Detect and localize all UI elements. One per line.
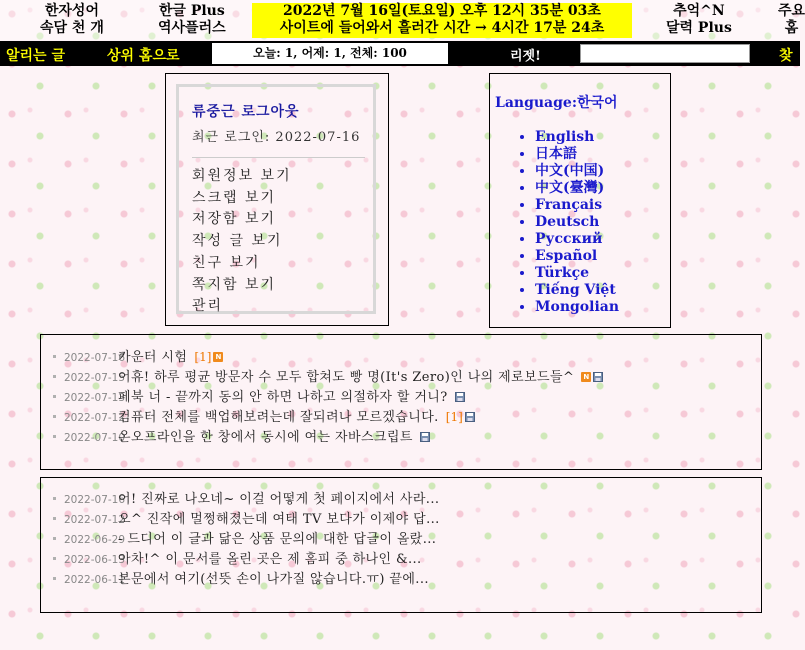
comment-title[interactable]: - 드디어 이 글과 닮은 상품 문의에 대한 답글이 올랐... — [118, 532, 437, 547]
recent-posts-panel — [40, 334, 762, 470]
list-item — [53, 366, 761, 386]
nav-item-home[interactable]: 홈 — [784, 20, 799, 36]
post-date: 2022-07-13 — [64, 392, 126, 404]
list-item — [53, 568, 761, 588]
lang-vietnamese[interactable]: • Tiếng Việt — [535, 282, 670, 299]
new-icon: N — [213, 352, 223, 362]
save-icon — [455, 392, 465, 402]
top-nav — [0, 0, 805, 40]
last-login: 최근 로그인: 2022-07-16 — [192, 130, 361, 145]
comment-count: [1] — [194, 350, 212, 364]
lang-mongolian[interactable]: • Mongolian — [535, 299, 670, 316]
bullet-icon — [53, 557, 56, 560]
bullet-icon — [53, 517, 56, 520]
list-item — [53, 508, 761, 528]
member-menu — [192, 166, 373, 318]
lang-french[interactable]: • Français — [535, 197, 670, 214]
lang-turkish[interactable]: • Türkçe — [535, 265, 670, 282]
post-date: 2022-07-16 — [64, 352, 126, 364]
comment-date: 2022-06-11 — [64, 574, 126, 586]
nav-item-idioms[interactable]: 한자성어 — [44, 3, 99, 19]
elapsed-time: 사이트에 들어와서 흘러간 시간 → 4시간 17분 24초 — [279, 20, 605, 36]
nav-idiom-proverb[interactable] — [40, 3, 104, 37]
bullet-icon — [53, 537, 56, 540]
save-icon — [420, 432, 430, 442]
nav-item-history-plus[interactable]: 역사플러스 — [158, 20, 226, 36]
clock-panel — [252, 3, 632, 38]
post-date: 2022-07-15 — [64, 372, 126, 384]
lang-spanish[interactable]: • Español — [535, 248, 670, 265]
bullet-icon — [53, 435, 56, 438]
logout-link[interactable]: 류중근 로그아웃 — [192, 104, 300, 120]
menu-friends[interactable]: 친구 보기 — [192, 254, 261, 271]
comment-date: 2022-06-29 — [64, 534, 126, 546]
comment-title[interactable]: 본문에서 여기(선뜻 손이 나가질 않습니다.ㅠ) 끝에... — [118, 572, 429, 587]
nav-item-hangul-plus[interactable]: 한글 Plus — [158, 3, 225, 19]
nav-main-home[interactable] — [778, 3, 805, 37]
nav-item-main[interactable]: 주요 — [778, 3, 805, 19]
post-title[interactable]: 컴퓨터 전체를 백업해보려는데 잘되려나 모르겠습니다. — [118, 410, 439, 425]
search-label: 리젯! — [510, 49, 541, 64]
bullet-icon — [53, 415, 56, 418]
search-input[interactable] — [580, 44, 750, 63]
menu-saved[interactable]: 저장함 보기 — [192, 211, 277, 228]
post-date: 2022-07-10 — [64, 432, 126, 444]
new-icon: N — [581, 372, 591, 382]
nav-item-calendar-plus[interactable]: 달력 Plus — [666, 20, 732, 36]
lang-russian[interactable]: • Русский — [535, 231, 670, 248]
save-icon — [465, 412, 475, 422]
language-list — [495, 129, 670, 316]
lang-chinese-traditional[interactable]: • 中文(臺灣) — [535, 180, 670, 197]
notice-link[interactable]: 알리는 글 — [6, 48, 65, 64]
bullet-icon — [53, 395, 56, 398]
nav-item-memories[interactable]: 추억^N — [673, 3, 725, 19]
list-item — [53, 406, 761, 426]
comment-date: 2022-07-12 — [64, 514, 126, 526]
parent-home-link[interactable]: 상위 홈으로 — [107, 48, 180, 64]
current-datetime: 2022년 7월 16일(토요일) 오후 12시 35분 03초 — [283, 3, 601, 19]
member-panel — [165, 73, 389, 326]
menu-messages[interactable]: 쪽지함 보기 — [192, 276, 277, 293]
post-title[interactable]: 페북 너 - 끝까지 동의 안 하면 나하고 의절하자 할 거니? — [118, 390, 448, 405]
bullet-icon — [53, 355, 56, 358]
lang-german[interactable]: • Deutsch — [535, 214, 670, 231]
bullet-icon — [53, 577, 56, 580]
menu-my-posts[interactable]: 작성 글 보기 — [192, 233, 283, 250]
post-title[interactable]: 카운터 시험 — [118, 350, 188, 365]
bullet-icon — [53, 375, 56, 378]
nav-item-proverbs[interactable]: 속담 천 개 — [40, 20, 104, 36]
menu-scraps[interactable]: 스크랩 보기 — [192, 189, 277, 206]
language-title: Language:한국어 — [495, 95, 618, 111]
post-title[interactable]: 어휴! 하루 평균 방문자 수 모두 합쳐도 빵 명(It's Zero)인 나의 제로보드들^ — [118, 370, 575, 385]
lang-english[interactable]: • English — [535, 129, 670, 146]
post-date: 2022-07-12 — [64, 412, 126, 424]
save-icon — [593, 372, 603, 382]
comment-count: [1] — [445, 410, 463, 424]
list-item — [53, 548, 761, 568]
list-item — [53, 528, 761, 548]
list-item — [53, 488, 761, 508]
recent-comments-list — [41, 478, 761, 588]
recent-posts-list — [41, 335, 761, 446]
comment-date: 2022-07-16 — [64, 494, 126, 506]
comment-title[interactable]: 아차!^ 이 문서를 올린 곳은 제 홈피 중 하나인 &... — [118, 552, 422, 567]
list-item — [53, 386, 761, 406]
comment-title[interactable]: 어! 진짜로 나오네~ 이걸 어떻게 첫 페이지에서 사라... — [118, 492, 440, 507]
recent-comments-panel — [40, 477, 762, 613]
search-button[interactable]: 찾 — [779, 48, 793, 64]
bullet-icon — [53, 497, 56, 500]
info-bar — [0, 41, 800, 66]
nav-hangul-history[interactable] — [158, 3, 226, 37]
nav-memory-calendar[interactable] — [666, 3, 732, 37]
list-item — [53, 426, 761, 446]
lang-japanese[interactable]: • 日本語 — [535, 146, 670, 163]
post-title[interactable]: 온오프라인을 한 창에서 동시에 여는 자바스크립트 — [118, 430, 413, 445]
comment-title[interactable]: 오^ 진작에 멀쩡해졌는데 여태 TV 보다가 이제야 답... — [118, 512, 440, 527]
lang-chinese-simplified[interactable]: • 中文(中国) — [535, 163, 670, 180]
list-item — [53, 346, 761, 366]
visitor-counter: 오늘: 1, 어제: 1, 전체: 100 — [212, 43, 448, 64]
menu-admin[interactable]: 관리 — [192, 298, 224, 315]
divider — [192, 157, 365, 158]
comment-date: 2022-06-13 — [64, 554, 126, 566]
member-panel-inner — [176, 84, 376, 314]
language-panel — [489, 73, 671, 328]
menu-member-info[interactable]: 회원정보 보기 — [192, 168, 292, 184]
